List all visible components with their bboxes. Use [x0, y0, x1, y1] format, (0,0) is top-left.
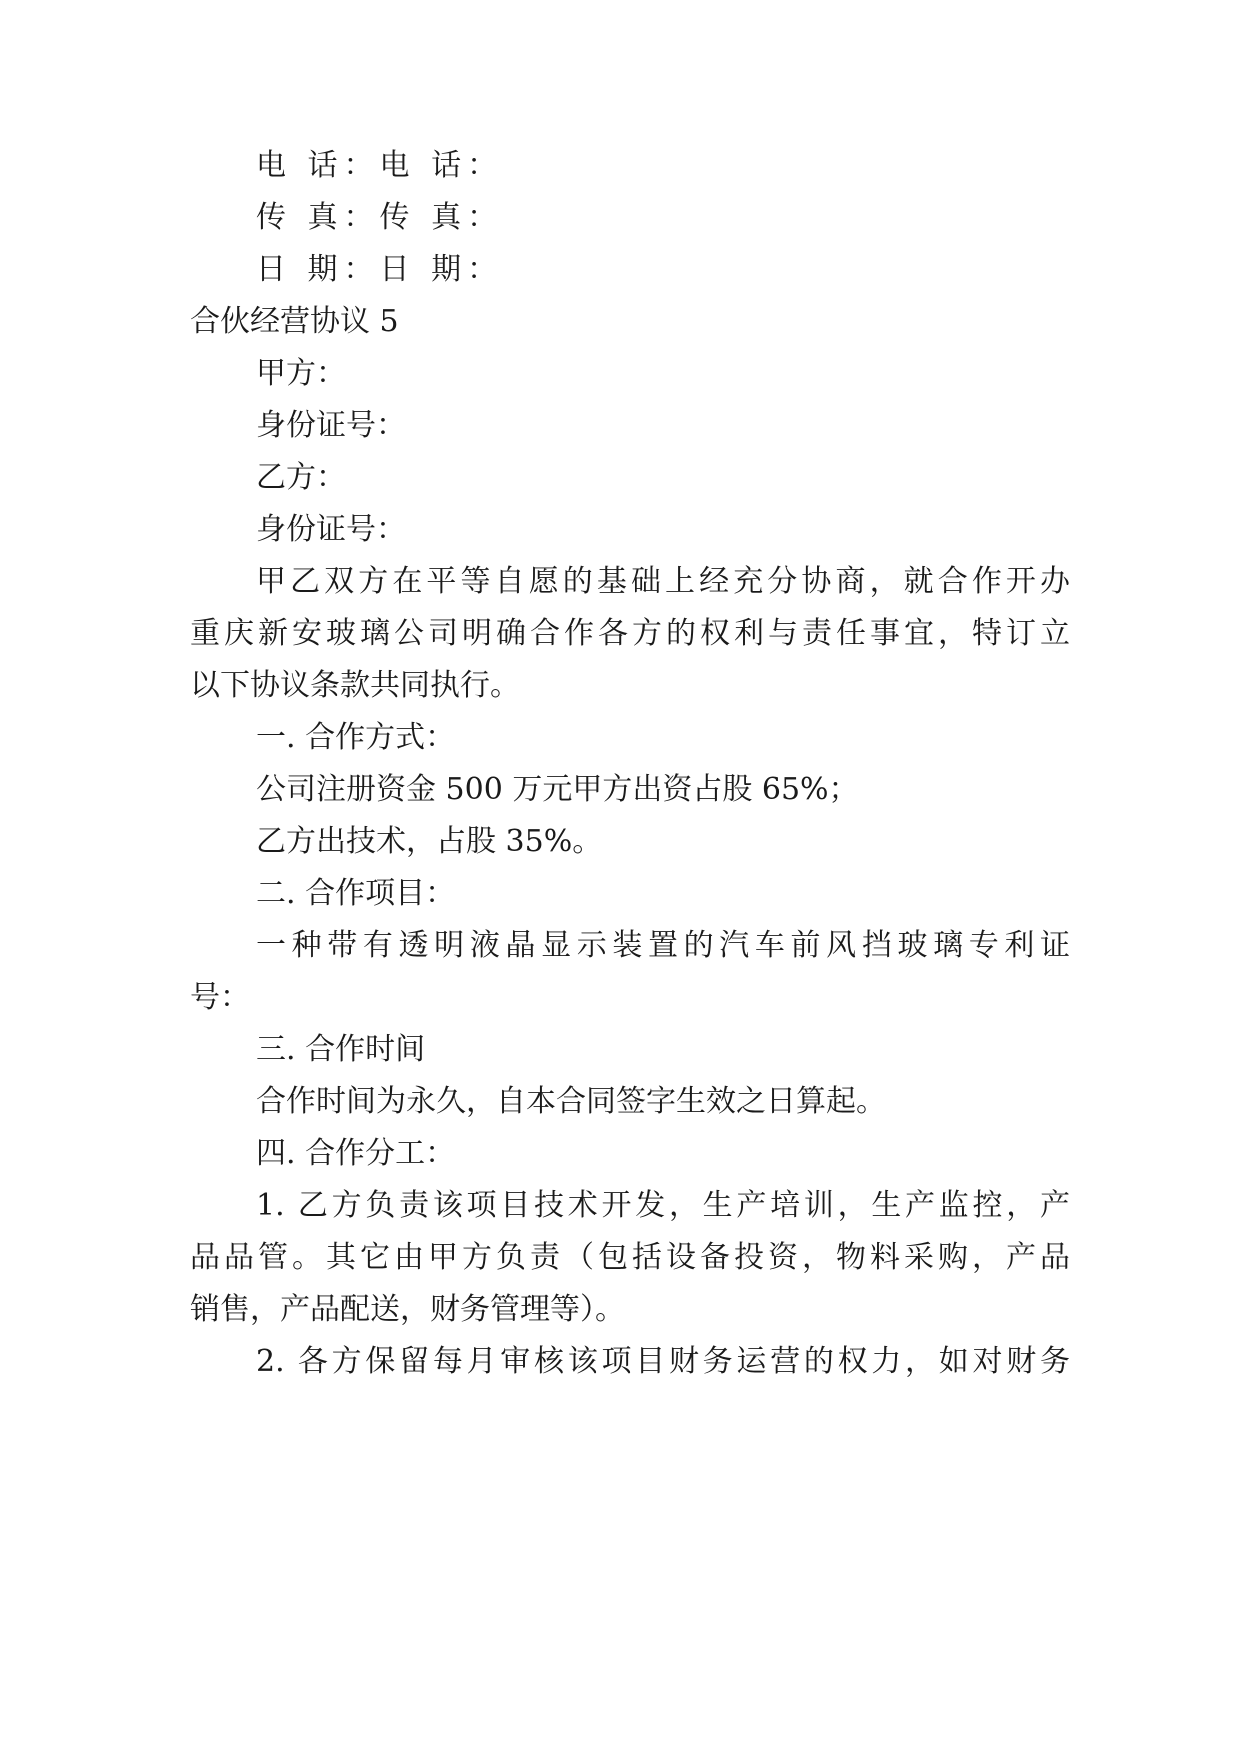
phone-line: 电 话：电 话： — [256, 148, 504, 183]
party-b-id-label: 身份证号： — [256, 512, 406, 547]
party-b-label: 乙方： — [256, 460, 346, 495]
intro-line-3: 以下协议条款共同执行。 — [190, 668, 520, 703]
clause-4-item-1-line-3: 销售，产品配送，财务管理等）。 — [190, 1292, 625, 1327]
clause-3-text: 合作时间为永久，自本合同签字生效之日算起。 — [256, 1084, 886, 1119]
clause-2-line-2: 号： — [190, 980, 250, 1015]
clause-1-item-1: 公司注册资金 500 万元甲方出资占股 65%； — [256, 772, 859, 807]
intro-line-2: 重庆新安玻璃公司明确合作各方的权利与责任事宜，特订立 — [190, 616, 1070, 651]
clause-4-item-1-line-1: 1. 乙方负责该项目技术开发，生产培训，生产监控，产 — [256, 1188, 1070, 1223]
section-title: 合伙经营协议 5 — [190, 304, 399, 339]
party-a-id-label: 身份证号： — [256, 408, 406, 443]
intro-line-1: 甲乙双方在平等自愿的基础上经充分协商，就合作开办 — [256, 564, 1070, 599]
clause-4-item-2-line-1: 2. 各方保留每月审核该项目财务运营的权力，如对财务 — [256, 1344, 1070, 1379]
fax-line: 传 真：传 真： — [256, 200, 504, 235]
clause-4-heading: 四. 合作分工： — [256, 1136, 456, 1171]
clause-2-line-1: 一种带有透明液晶显示装置的汽车前风挡玻璃专利证 — [256, 928, 1070, 963]
clause-2-heading: 二. 合作项目： — [256, 876, 456, 911]
clause-4-item-1-line-2: 品品管。其它由甲方负责（包括设备投资，物料采购，产品 — [190, 1240, 1070, 1275]
clause-3-heading: 三. 合作时间 — [256, 1032, 426, 1067]
date-line: 日 期：日 期： — [256, 252, 504, 287]
party-a-label: 甲方： — [256, 356, 346, 391]
clause-1-heading: 一. 合作方式： — [256, 720, 456, 755]
clause-1-item-2: 乙方出技术，占股 35%。 — [256, 824, 603, 859]
